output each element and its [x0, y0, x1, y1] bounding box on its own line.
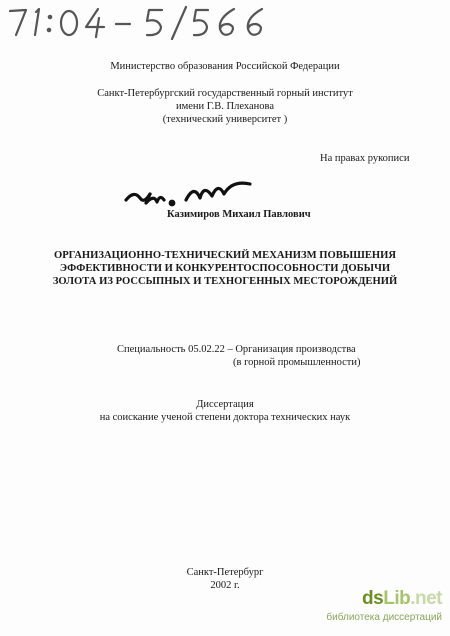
degree-sought: на соискание ученой степени доктора технических наук [99, 412, 351, 423]
watermark-subtitle: библиотека диссертаций [326, 612, 442, 623]
dissertation-title-line-1: ОРГАНИЗАЦИОННО-ТЕХНИЧЕСКИЙ МЕХАНИЗМ ПОВЫШЕНИЯ [53, 250, 397, 261]
institute-type: (технический университет ) [162, 114, 288, 125]
dslib-watermark[interactable] [320, 586, 450, 632]
institute-name: Санкт-Петербургский государственный горный институт [97, 88, 353, 99]
institute-honorific: имени Г.В. Плеханова [175, 101, 275, 112]
handwritten-archive-number-drawing [6, 4, 274, 40]
handwritten-archive-number [6, 4, 274, 40]
ministry-name: Министерство образования Российской Федерации [110, 61, 340, 72]
manuscript-rights-note: На правах рукописи [320, 153, 410, 164]
dslib-logo: dsLib.net [362, 588, 442, 609]
specialty-field: (в горной промышленности) [233, 357, 361, 368]
document-type: Диссертация [196, 399, 254, 410]
dissertation-title-line-3: ЗОЛОТА ИЗ РОССЫПНЫХ И ТЕХНОГЕННЫХ МЕСТОРОЖДЕНИЙ [52, 276, 398, 287]
dissertation-title-line-2: ЭФФЕКТИВНОСТИ И КОНКУРЕНТОСПОСОБНОСТИ ДОБЫЧИ [59, 263, 391, 274]
author-name: Казимиров Михаил Павлович [167, 209, 311, 220]
city: Санкт-Петербург [186, 567, 264, 578]
year: 2002 г. [210, 580, 240, 591]
specialty-code: Специальность 05.02.22 – Организация производства [117, 344, 356, 355]
author-signature [124, 176, 254, 210]
